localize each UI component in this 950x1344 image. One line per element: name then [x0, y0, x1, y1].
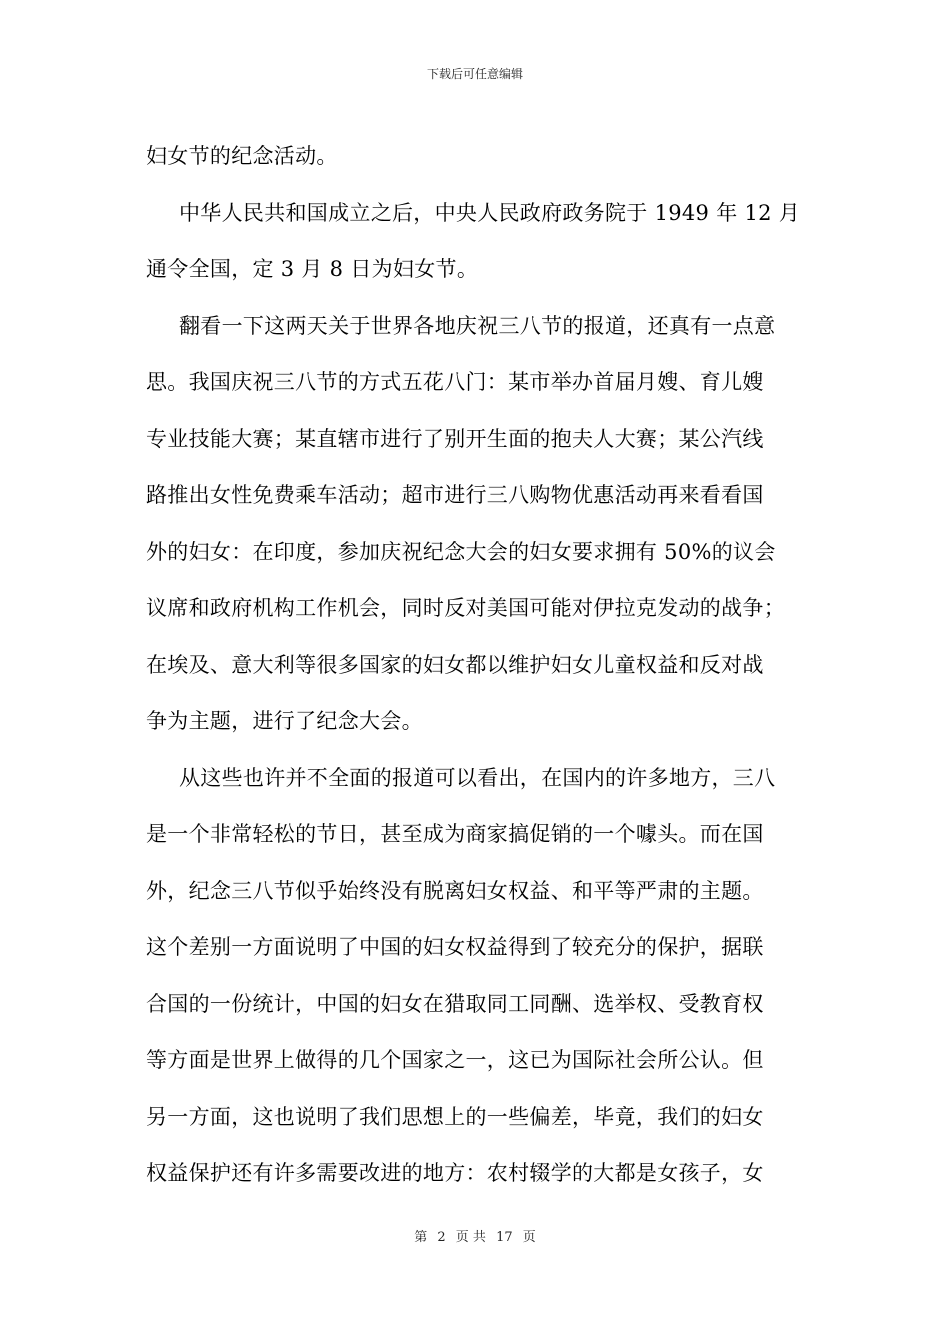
page-footer	[0, 1229, 950, 1247]
text-line: 中华人民共和国成立之后，中央人民政府政务院于 1949 年 12 月	[179, 200, 801, 225]
text-line: 在埃及、意大利等很多国家的妇女都以维护妇女儿童权益和反对战	[146, 652, 764, 677]
text-line: 外，纪念三八节似乎始终没有脱离妇女权益、和平等严肃的主题。	[146, 878, 764, 903]
text-line: 这个差别一方面说明了中国的妇女权益得到了较充分的保护，据联	[146, 935, 764, 959]
text-line: 是一个非常轻松的节日，甚至成为商家搞促销的一个噱头。而在国	[146, 822, 764, 846]
text-line: 外的妇女：在印度，参加庆祝纪念大会的妇女要求拥有 50%的议会	[146, 539, 776, 564]
text-line: 合国的一份统计，中国的妇女在猎取同工同酬、选举权、受教育权	[146, 991, 764, 1016]
text-line: 权益保护还有许多需要改进的地方：农村辍学的大都是女孩子，女	[146, 1161, 764, 1185]
text-line: 等方面是世界上做得的几个国家之一，这已为国际社会所公认。但	[146, 1048, 764, 1072]
total-pages: 17	[496, 1230, 513, 1245]
text-line: 翻看一下这两天关于世界各地庆祝三八节的报道，还真有一点意	[179, 313, 776, 338]
text-line: 思。我国庆祝三八节的方式五花八门：某市举办首届月嫂、育儿嫂	[146, 370, 764, 394]
footer-middle: 页 共	[455, 1230, 486, 1245]
page-number: 2	[437, 1230, 446, 1245]
text-line: 路推出女性免费乘车活动；超市进行三八购物优惠活动再来看看国	[146, 483, 764, 507]
page-header: 下载后可任意编辑	[426, 67, 523, 81]
body-text	[146, 128, 811, 1202]
footer-prefix: 第	[414, 1230, 428, 1245]
text-line: 通令全国，定 3 月 8 日为妇女节。	[146, 257, 479, 281]
text-line: 从这些也许并不全面的报道可以看出，在国内的许多地方，三八	[179, 765, 776, 790]
text-line: 争为主题，进行了纪念大会。	[146, 709, 423, 733]
footer-suffix: 页	[522, 1230, 536, 1245]
text-line: 专业技能大赛；某直辖市进行了别开生面的抱夫人大赛；某公汽线	[146, 426, 764, 451]
text-line: 另一方面，这也说明了我们思想上的一些偏差，毕竟，我们的妇女	[146, 1104, 764, 1129]
text-line: 议席和政府机构工作机会，同时反对美国可能对伊拉克发动的战争；	[146, 596, 785, 620]
text-line: 妇女节的纪念活动。	[146, 144, 338, 168]
